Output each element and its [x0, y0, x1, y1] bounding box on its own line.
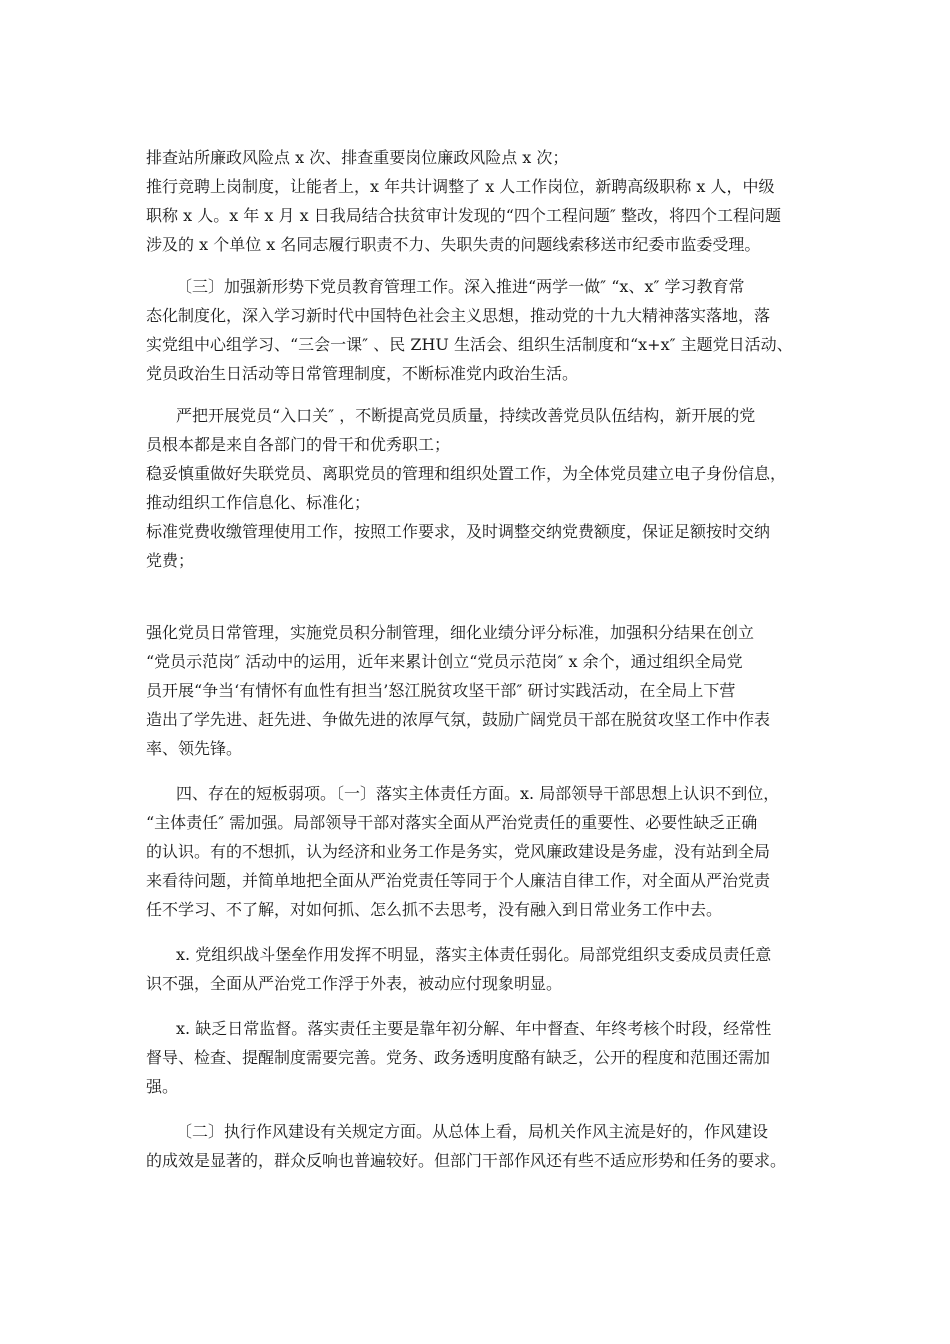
text-line: 党员政治生日活动等日常管理制度，不断标准党内政治生活。	[146, 364, 579, 383]
text-line: 强化党员日常管理，实施党员积分制管理，细化业绩分评分标准，加强积分结果在创立	[146, 623, 755, 642]
text-line: 的认识。有的不想抓，认为经济和业务工作是务实，党风廉政建设是务虚，没有站到全局	[146, 842, 771, 861]
paragraph-weaknesses	[146, 779, 826, 924]
paragraph-daily-management	[146, 618, 826, 763]
text-line: 来看待问题，并简单地把全面从严治党责任等同于个人廉洁自律工作，对全面从严治党责	[146, 871, 771, 890]
text-line: 造出了学先进、赶先进、争做先进的浓厚气氛，鼓励广阔党员干部在脱贫攻坚工作中作表	[146, 710, 771, 729]
text-line: 四、存在的短板弱项。〔一〕落实主体责任方面。x. 局部领导干部思想上认识不到位，	[176, 784, 780, 803]
text-line: 推行竞聘上岗制度，让能者上，x 年共计调整了 x 人工作岗位，新聘高级职称 x 人，中级	[146, 177, 775, 196]
text-line: 督导、检查、提醒制度需要完善。党务、政务透明度酪有缺乏，公开的程度和范围还需加	[146, 1048, 771, 1067]
text-line: 标准党费收缴管理使用工作，按照工作要求，及时调整交纳党费额度，保证足额按时交纳	[146, 522, 771, 541]
text-line: 严把开展党员“入口关″ ，不断提高党员质量，持续改善党员队伍结构，新开展的党	[176, 406, 756, 425]
paragraph-party-education	[146, 272, 826, 388]
text-line: 识不强，全面从严治党工作浮于外表，被动应付现象明显。	[146, 974, 563, 993]
text-line: 任不学习、不了解，对如何抓、怎么抓不去思考，没有融入到日常业务工作中去。	[146, 900, 723, 919]
text-line: x. 缺乏日常监督。落实责任主要是靠年初分解、年中督查、年终考核个时段，经常性	[176, 1019, 772, 1038]
text-line: 涉及的 x 个单位 x 名同志履行职责不力、失职失责的问题线索移送市纪委市监委受理。	[146, 235, 761, 254]
text-line: 职称 x 人。x 年 x 月 x 日我局结合扶贫审计发现的“四个工程问题″ 整改，将四个工程问题	[146, 206, 781, 225]
text-line: 态化制度化，深入学习新时代中国特色社会主义思想，推动党的十九大精神落实落地，落	[146, 306, 771, 325]
text-line: 员开展“争当‘有情怀有血性有担当’怒江脱贫攻坚干部″ 研讨实践活动，在全局上下营	[146, 681, 736, 700]
text-line: 强。	[146, 1077, 179, 1096]
paragraph-party-organization	[146, 940, 826, 998]
text-line: 推动组织工作信息化、标准化；	[146, 493, 371, 512]
text-line: 稳妥慎重做好失联党员、离职党员的管理和组织处置工作，为全体党员建立电子身份信息，	[146, 464, 787, 483]
text-line: 〔二〕执行作风建设有关规定方面。从总体上看，局机关作风主流是好的，作风建设	[176, 1122, 769, 1141]
paragraph-supervision	[146, 1014, 826, 1101]
text-line: 排查站所廉政风险点 x 次、排查重要岗位廉政风险点 x 次；	[146, 148, 569, 167]
paragraph-member-entry	[146, 401, 826, 575]
text-line: 的成效是显著的，群众反响也普遍较好。但部门干部作风还有些不适应形势和任务的要求。	[146, 1151, 787, 1170]
document-page	[146, 143, 826, 1175]
paragraph-risk-check	[146, 143, 826, 259]
text-line: 员根本都是来自各部门的骨干和优秀职工；	[146, 435, 451, 454]
text-line: 党费；	[146, 551, 195, 570]
paragraph-work-style	[146, 1117, 826, 1175]
text-line: “主体责任″ 需加强。局部领导干部对落实全面从严治党责任的重要性、必要性缺乏正确	[146, 813, 758, 832]
text-line: “党员示范岗″ 活动中的运用，近年来累计创立“党员示范岗″ x 余个，通过组织全局党	[146, 652, 743, 671]
text-line: 实党组中心组学习、“三会一课″ 、民 ZHU 生活会、组织生活制度和“x+x″ 主题党日活动、	[146, 335, 793, 354]
text-line: 〔三〕加强新形势下党员教育管理工作。深入推进“两学一做″ “x、x″ 学习教育常	[176, 277, 745, 296]
text-line: 率、领先锋。	[146, 739, 243, 758]
text-line: x. 党组织战斗堡垒作用发挥不明显，落实主体责任弱化。局部党组织支委成员责任意	[176, 945, 772, 964]
